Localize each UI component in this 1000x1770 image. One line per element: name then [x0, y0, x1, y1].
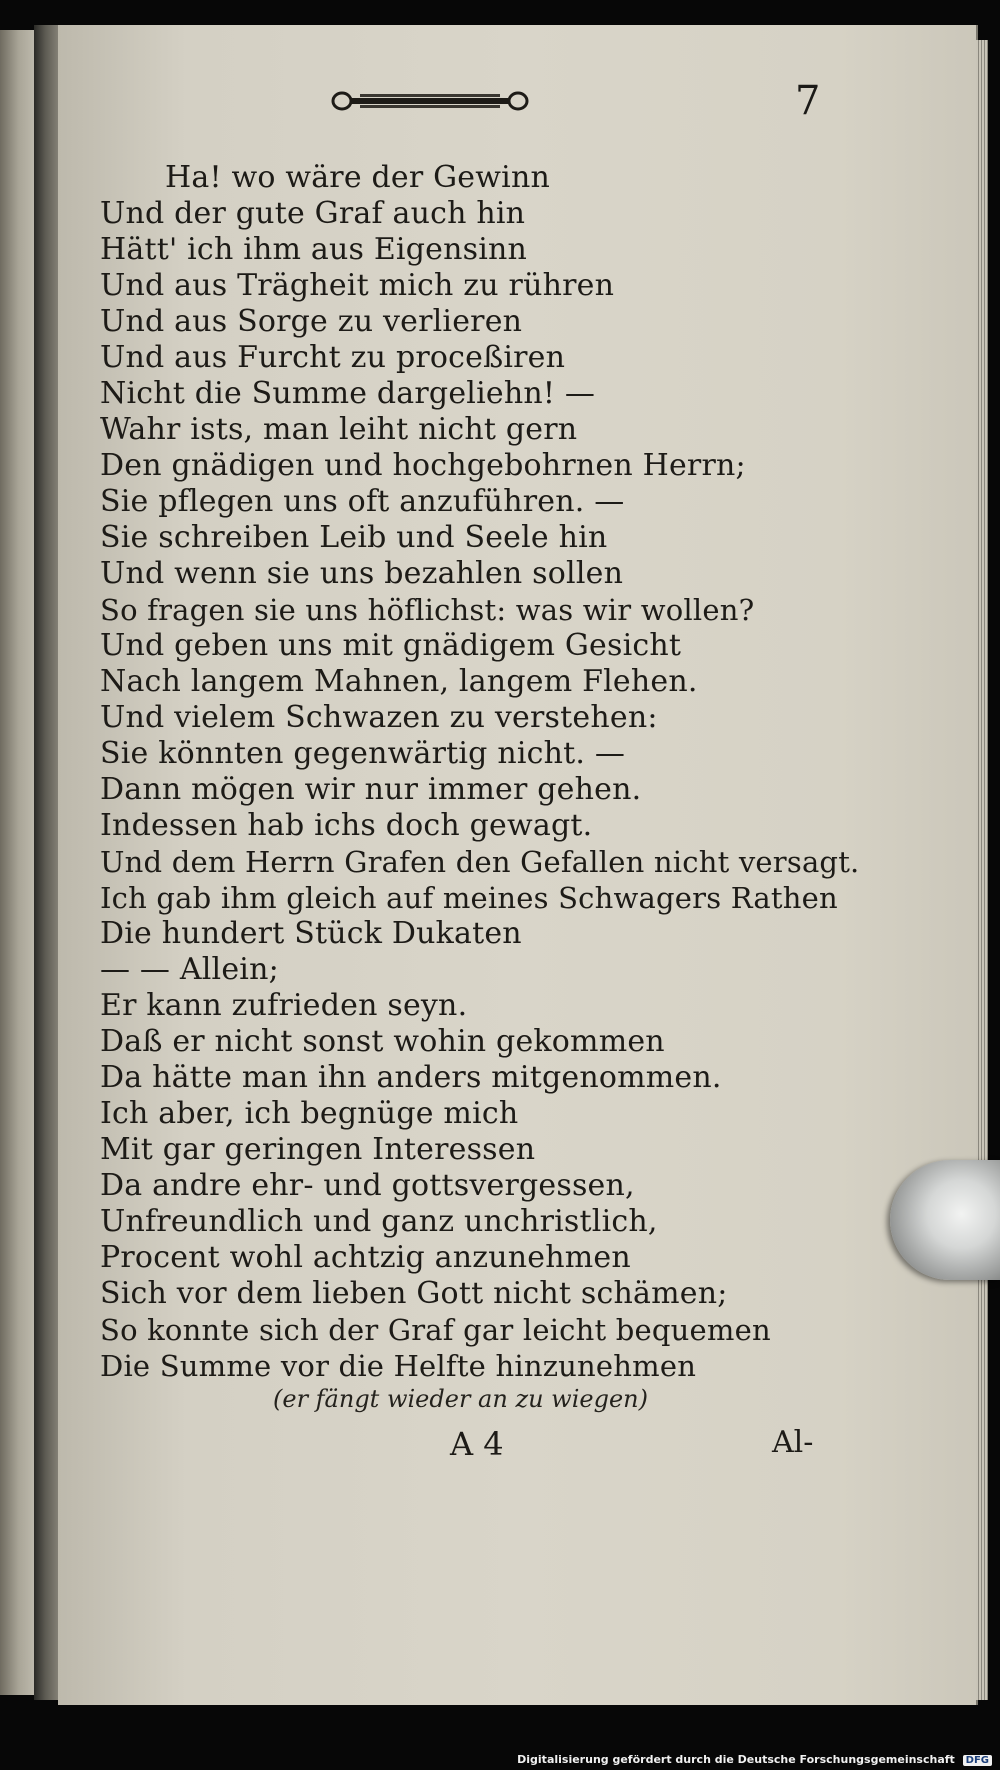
verse-line: Dann mögen wir nur immer gehen. [100, 772, 642, 807]
verse-line: So konnte sich der Graf gar leicht bequemen [100, 1313, 771, 1347]
verse-line: Und der gute Graf auch hin [100, 196, 526, 231]
verse-line: Und aus Furcht zu proceßiren [100, 340, 566, 375]
verse-line: So fragen sie uns höflichst: was wir wollen? [100, 593, 755, 627]
signature-mark: A 4 [450, 1425, 504, 1463]
verse-line: Er kann zufrieden seyn. [100, 988, 468, 1023]
verse-line: Ich aber, ich begnüge mich [100, 1096, 519, 1131]
decorative-rule-icon [330, 90, 530, 112]
verse-line: Sie pflegen uns oft anzuführen. — [100, 484, 625, 519]
verse-line: Sie schreiben Leib und Seele hin [100, 520, 608, 555]
verse-line: Ich gab ihm gleich auf meines Schwagers Rathen [100, 881, 838, 915]
verse-line: Sie könnten gegenwärtig nicht. — [100, 736, 626, 771]
catchword: Al- [772, 1425, 814, 1460]
verse-line: Nach langem Mahnen, langem Flehen. [100, 664, 698, 699]
left-page-edge [0, 30, 34, 1695]
verse-line: Die Summe vor die Helfte hinzunehmen [100, 1349, 697, 1383]
verse-line: Unfreundlich und ganz unchristlich, [100, 1204, 658, 1239]
verse-line: Und dem Herrn Grafen den Gefallen nicht versagt. [100, 845, 860, 879]
verse-line: Die hundert Stück Dukaten [100, 916, 522, 951]
verse-line: Sich vor dem lieben Gott nicht schämen; [100, 1276, 728, 1311]
verse-line: Ha! wo wäre der Gewinn [165, 160, 550, 195]
verse-line: Den gnädigen und hochgebohrnen Herrn; [100, 448, 746, 483]
verse-line: Mit gar geringen Interessen [100, 1132, 536, 1167]
verse-line: — — Allein; [100, 952, 279, 987]
verse-line: Und aus Trägheit mich zu rühren [100, 268, 615, 303]
stage-direction: (er fängt wieder an zu wiegen) [273, 1385, 648, 1413]
verse-line: Hätt' ich ihm aus Eigensinn [100, 232, 528, 267]
verse-line: Und aus Sorge zu verlieren [100, 304, 523, 339]
verse-line: Wahr ists, man leiht nicht gern [100, 412, 578, 447]
verse-line: Und geben uns mit gnädigem Gesicht [100, 628, 682, 663]
verse-line: Und wenn sie uns bezahlen sollen [100, 556, 624, 591]
verse-block [100, 160, 860, 1384]
dfg-logo-icon: DFG [963, 1755, 992, 1766]
right-page-edges [976, 40, 988, 1700]
verse-line: Da andre ehr- und gottsvergessen, [100, 1168, 635, 1203]
verse-line: Und vielem Schwazen zu verstehen: [100, 700, 658, 735]
verse-line: Indessen hab ichs doch gewagt. [100, 808, 593, 843]
verse-line: Da hätte man ihn anders mitgenommen. [100, 1060, 722, 1095]
page-number: 7 [795, 78, 821, 124]
verse-line: Daß er nicht sonst wohin gekommen [100, 1024, 665, 1059]
verse-line: Procent wohl achtzig anzunehmen [100, 1240, 631, 1275]
page-clip-icon [890, 1160, 1000, 1280]
credit-text: Digitalisierung gefördert durch die Deutsche Forschungsgemeinschaft [517, 1753, 955, 1766]
verse-line: Nicht die Summe dargeliehn! — [100, 376, 596, 411]
digitization-credit [517, 1753, 992, 1766]
